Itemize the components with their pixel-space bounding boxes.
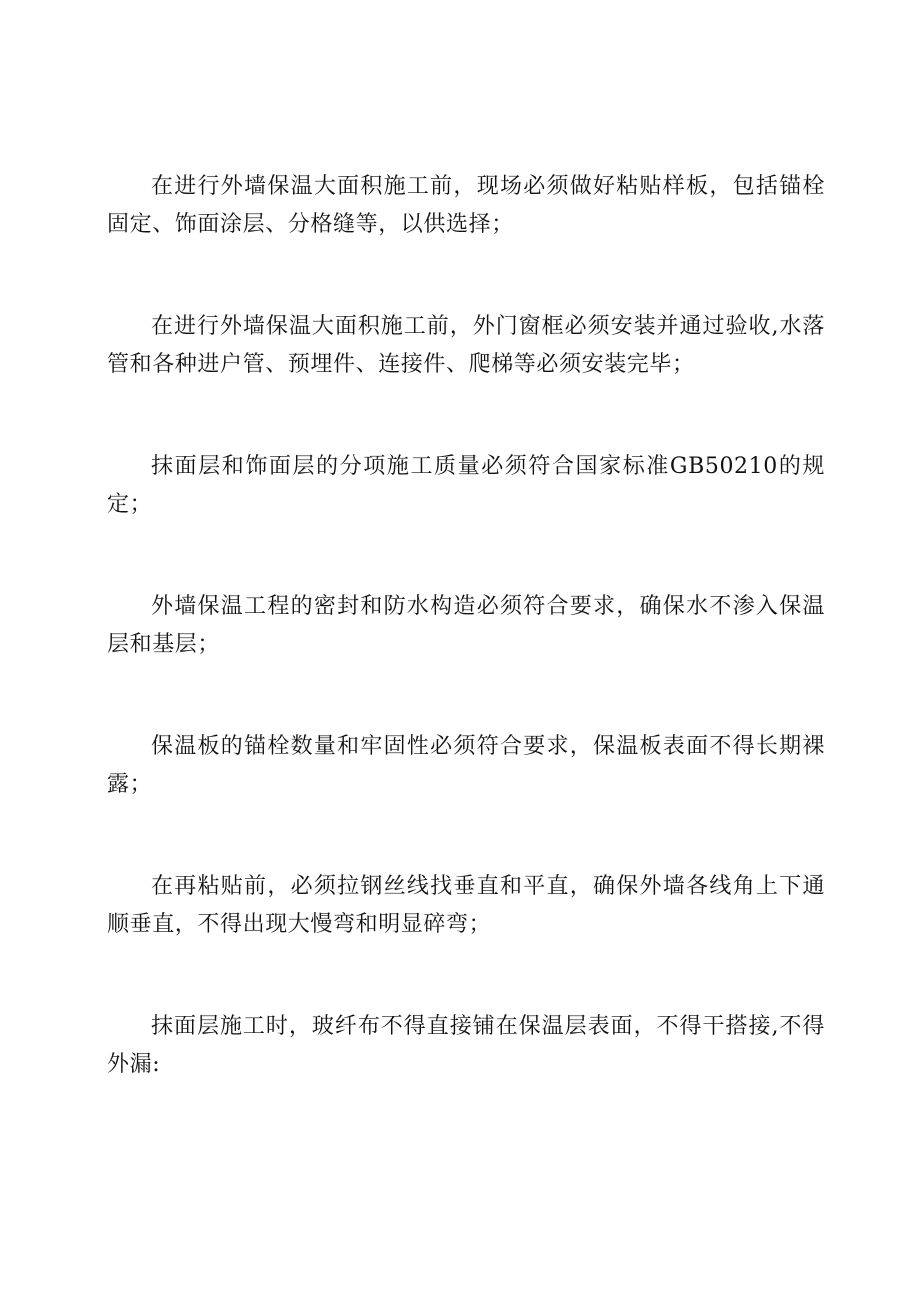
paragraph-7: 抹面层施工时，玻纤布不得直接铺在保温层表面，不得干搭接,不得外漏: <box>107 1014 825 1077</box>
paragraph-3: 抹面层和饰面层的分项施工质量必须符合国家标准GB50210的规定； <box>107 454 825 517</box>
paragraph-6: 在再粘贴前，必须拉钢丝线找垂直和平直，确保外墙各线角上下通顺垂直，不得出现大慢弯和明显碎弯； <box>107 874 825 937</box>
paragraph-4: 外墙保温工程的密封和防水构造必须符合要求，确保水不渗入保温层和基层； <box>107 594 825 657</box>
document-body <box>107 168 825 1148</box>
paragraph-1: 在进行外墙保温大面积施工前，现场必须做好粘贴样板，包括锚栓固定、饰面涂层、分格缝等，以供选择； <box>107 174 825 237</box>
paragraph-5: 保温板的锚栓数量和牢固性必须符合要求，保温板表面不得长期裸露； <box>107 734 825 797</box>
paragraph-2: 在进行外墙保温大面积施工前，外门窗框必须安装并通过验收,水落管和各种进户管、预埋件、连接件、爬梯等必须安装完毕； <box>107 314 825 377</box>
